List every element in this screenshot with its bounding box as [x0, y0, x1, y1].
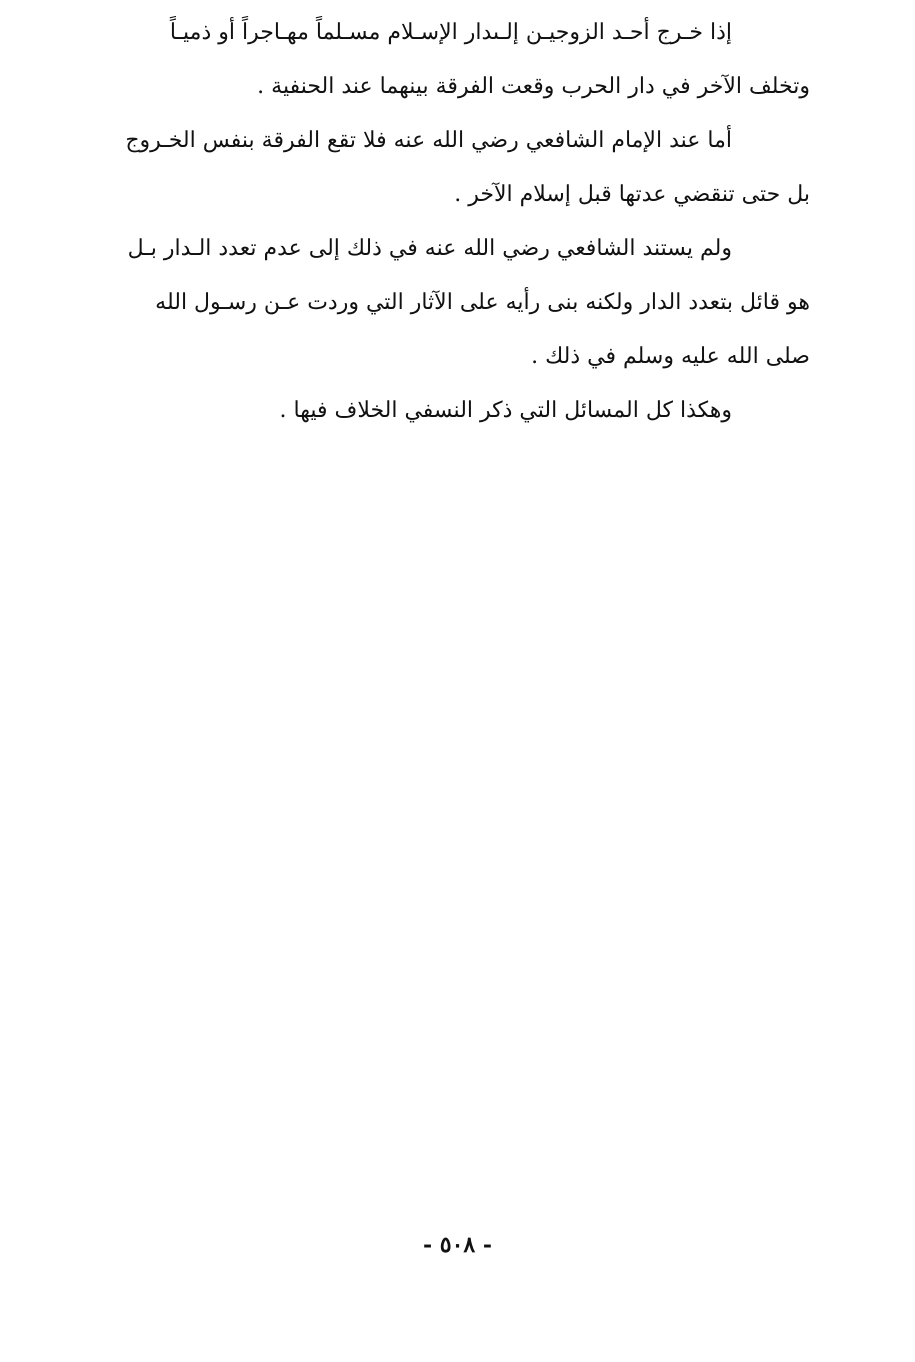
text-line-1: إذا خـرج أحـد الزوجيـن إلـىدار الإسـلام مسـلماً مهـاجراً أو ذميـاً	[169, 20, 732, 45]
page-number: - ٥٠٨ -	[422, 1232, 493, 1258]
text-line-4: بل حتى تنقضي عدتها قبل إسلام الآخر .	[454, 182, 810, 207]
text-line-3: أما عند الإمام الشافعي رضي الله عنه فلا تقع الفرقة بنفس الخـروج	[125, 128, 732, 153]
body-text	[100, 6, 810, 438]
text-line-5: ولم يستند الشافعي رضي الله عنه في ذلك إلى عدم تعدد الـدار بـل	[127, 236, 732, 261]
text-line-2: وتخلف الآخر في دار الحرب وقعت الفرقة بينهما عند الحنفية .	[257, 74, 810, 99]
text-line-6: هو قائل بتعدد الدار ولكنه بنى رأيه على الآثار التي وردت عـن رسـول الله	[155, 290, 810, 315]
text-line-8: وهكذا كل المسائل التي ذكر النسفي الخلاف فيها .	[279, 398, 732, 423]
text-line-7: صلى الله عليه وسلم في ذلك .	[531, 344, 810, 369]
